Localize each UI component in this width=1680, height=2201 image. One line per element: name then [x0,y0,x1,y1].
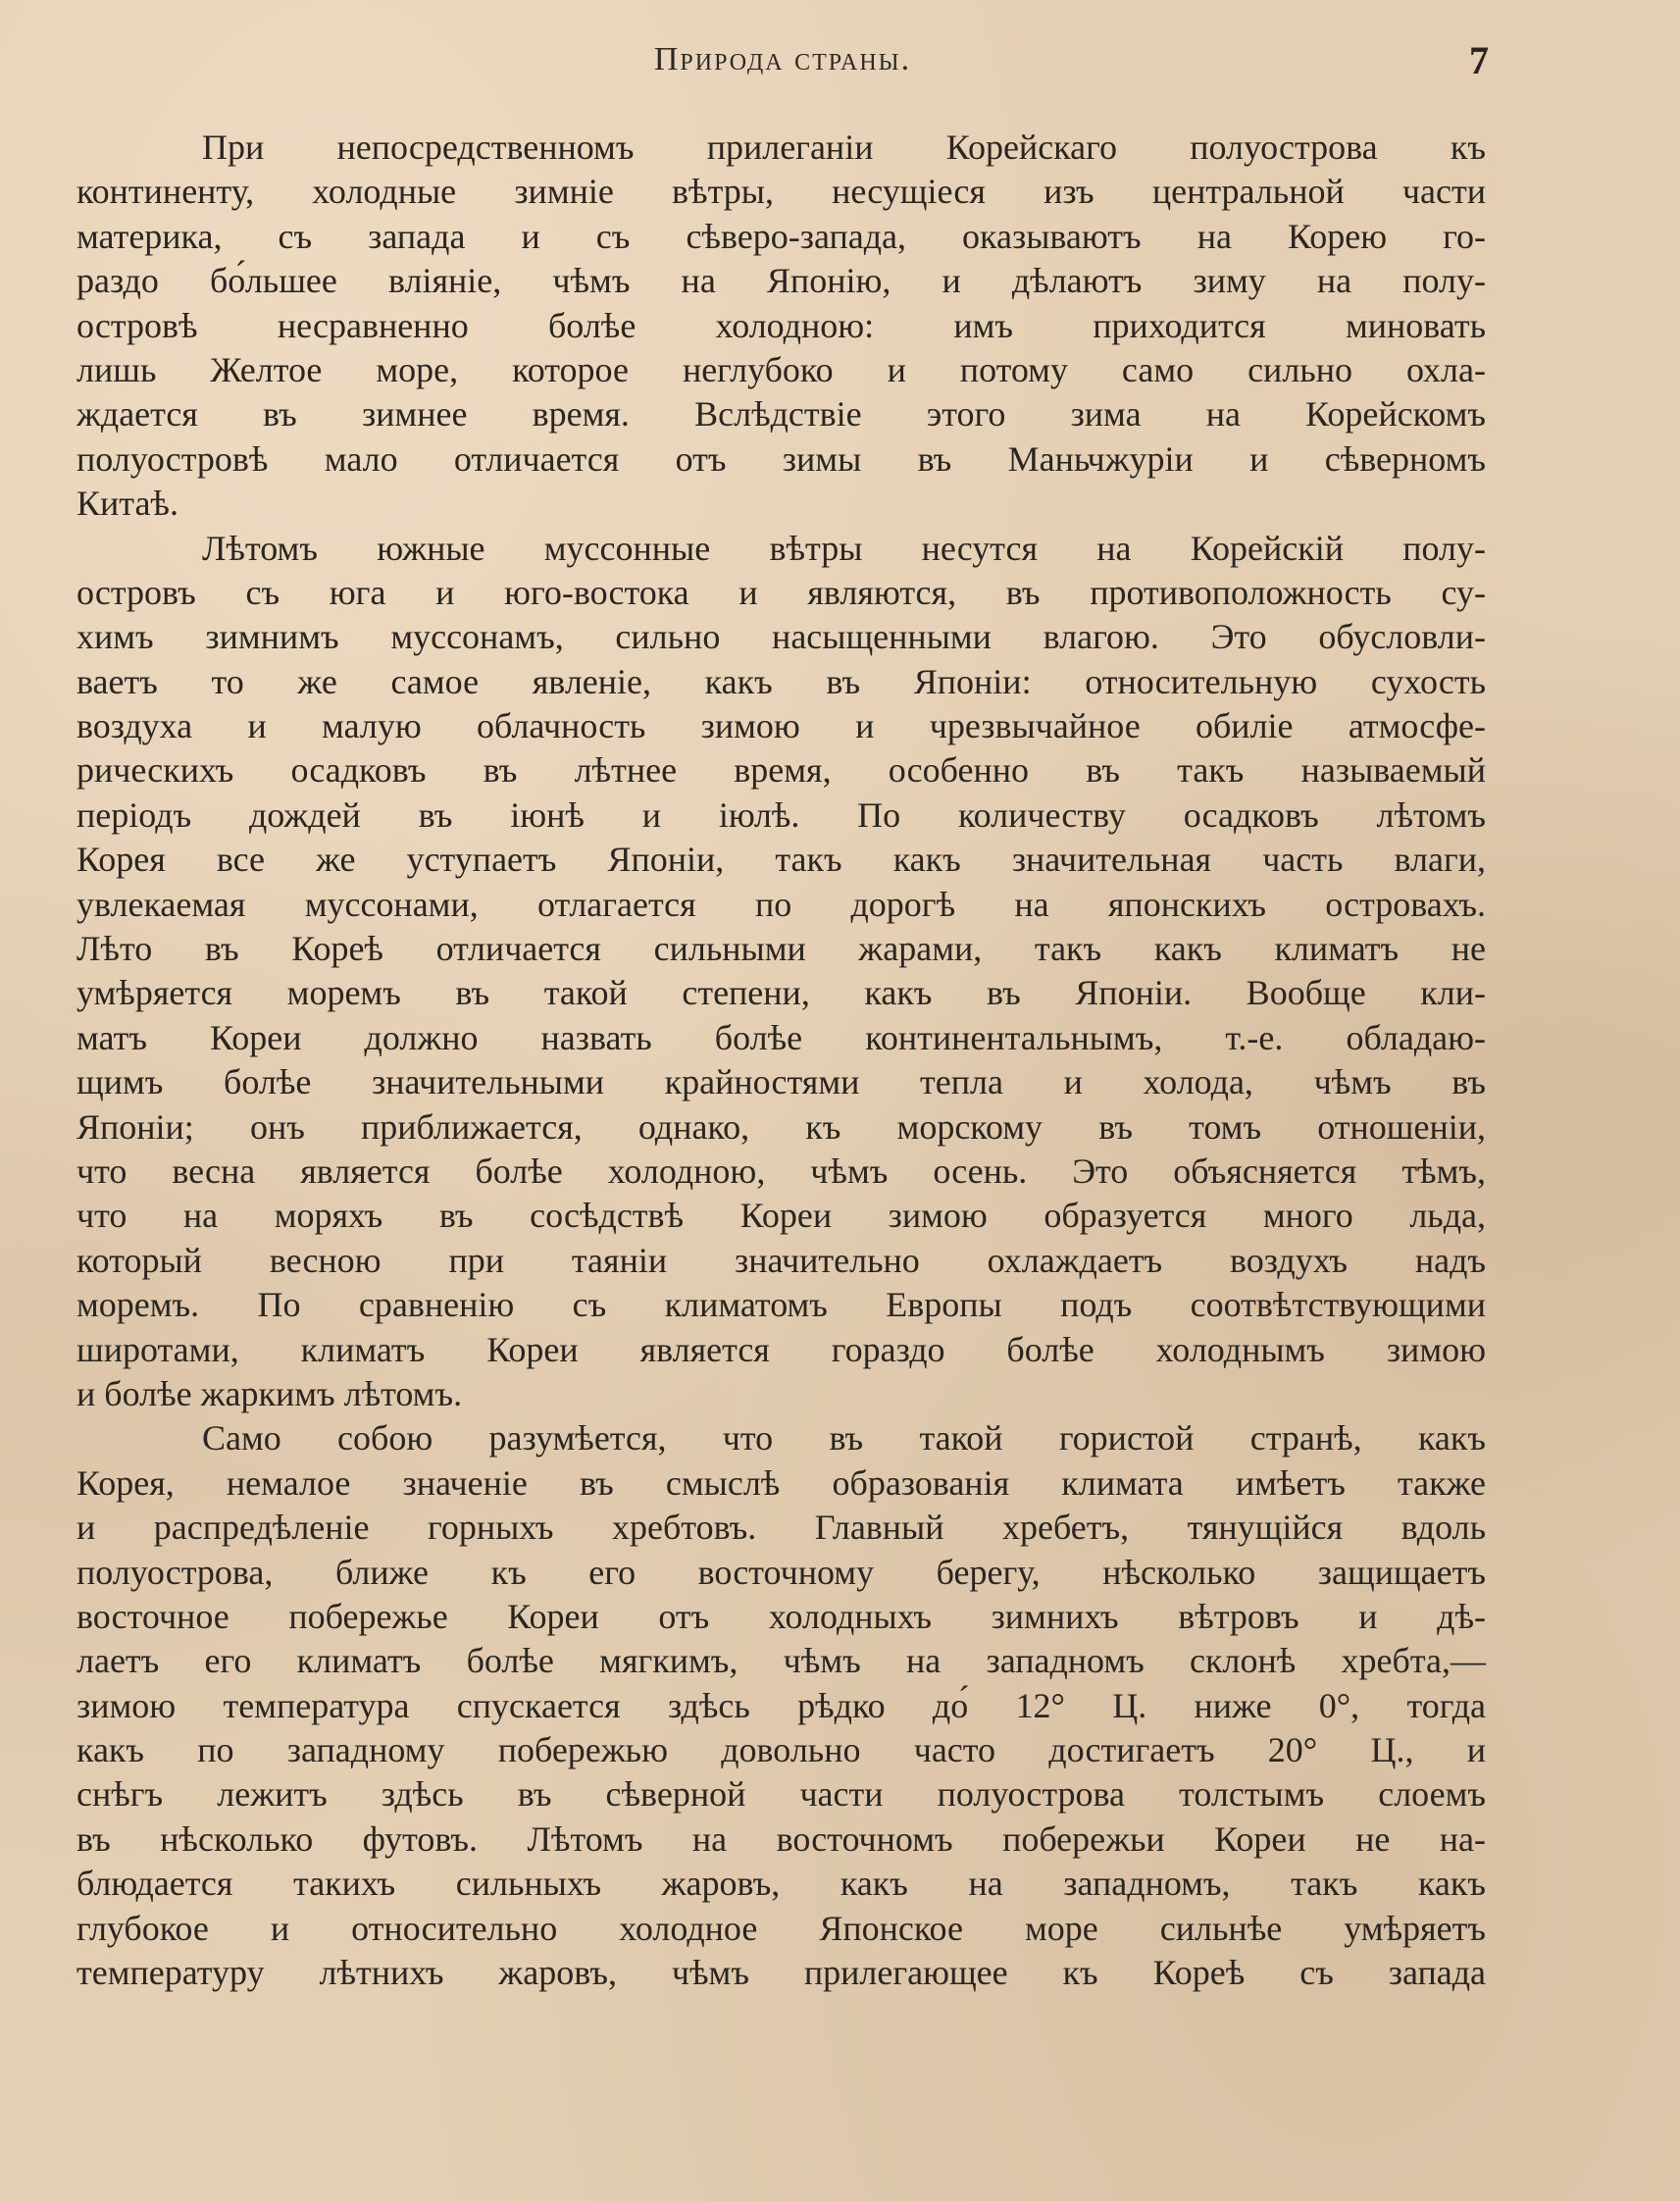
text-line: который весною при таяніи значительно охлаждаетъ воздухъ надъ [76,1240,1486,1280]
page-number: 7 [1469,38,1489,82]
text-line: что весна является болѣе холодною, чѣмъ осень. Это объясняется тѣмъ, [76,1151,1486,1191]
text-line: матъ Кореи должно назвать болѣе континентальнымъ, т.-е. обладаю- [76,1017,1486,1057]
text-line: континенту, холодные зимніе вѣтры, несущіеся изъ центральной части [76,172,1486,212]
text-line: Корея все же уступаетъ Японіи, такъ какъ значительная часть влаги, [76,840,1486,880]
text-line: островъ съ юга и юго-востока и являются, въ противоположность су- [76,572,1486,612]
text-line: и болѣе жаркимъ лѣтомъ. [76,1373,463,1413]
text-line: ваетъ то же самое явленіе, какъ въ Японіи: относительную сухость [76,661,1486,701]
text-line: Корея, немалое значеніе въ смыслѣ образованія климата имѣетъ также [76,1462,1486,1503]
running-title: Природа страны. [653,41,912,77]
text-line: температуру лѣтнихъ жаровъ, чѣмъ прилегающее къ Кореѣ съ запада [76,1953,1486,1993]
text-line: ждается въ зимнее время. Вслѣдствіе этого зима на Корейскомъ [76,394,1486,435]
text-line: полуострова, ближе къ его восточному берегу, нѣсколько защищаетъ [76,1552,1486,1592]
text-line: воздуха и малую облачность зимою и чрезвычайное обиліе атмосфе- [76,706,1486,746]
text-line: широтами, климатъ Кореи является гораздо болѣе холоднымъ зимою [76,1329,1486,1369]
text-line: Японіи; онъ приближается, однако, къ морскому въ томъ отношеніи, [76,1106,1486,1147]
text-line: что на моряхъ въ сосѣдствѣ Кореи зимою образуется много льда, [76,1196,1486,1236]
text-line: умѣряется моремъ въ такой степени, какъ въ Японіи. Вообще кли- [76,973,1486,1013]
text-line: Лѣтомъ южные муссонные вѣтры несутся на Корейскій полу- [202,528,1486,568]
text-line: рическихъ осадковъ въ лѣтнее время, особенно въ такъ называемый [76,750,1486,791]
text-line: химъ зимнимъ муссонамъ, сильно насыщенными влагою. Это обусловли- [76,617,1486,657]
text-line: Само собою разумѣется, что въ такой гористой странѣ, какъ [202,1418,1486,1459]
text-line: островѣ несравненно болѣе холодною: имъ приходится миновать [76,305,1486,345]
text-line: лишь Желтое море, которое неглубоко и потому само сильно охла- [76,349,1486,389]
text-line: снѣгъ лежитъ здѣсь въ сѣверной части полуострова толстымъ слоемъ [76,1774,1486,1815]
text-line: При непосредственномъ прилеганіи Корейскаго полуострова къ [202,128,1486,167]
body-text [76,126,1486,1995]
text-line: глубокое и относительно холодное Японское море сильнѣе умѣряетъ [76,1908,1486,1948]
page-header [76,38,1489,90]
text-line: щимъ болѣе значительными крайностями тепла и холода, чѣмъ въ [76,1062,1486,1102]
text-line: зимою температура спускается здѣсь рѣдко до́ 12° Ц. ниже 0°, тогда [76,1685,1486,1725]
text-line: раздо бо́льшее вліяніе, чѣмъ на Японію, и дѣлаютъ зиму на полу- [76,261,1486,301]
text-line: и распредѣленіе горныхъ хребтовъ. Главный хребетъ, тянущійся вдоль [76,1508,1486,1548]
text-line: материка, съ запада и съ сѣверо-запада, оказываютъ на Корею го- [76,216,1486,256]
text-line: Лѣто въ Кореѣ отличается сильными жарами, такъ какъ климатъ не [76,929,1486,969]
text-line: въ нѣсколько футовъ. Лѣтомъ на восточномъ побережьи Кореи не на- [76,1818,1486,1859]
text-line: восточное побережье Кореи отъ холодныхъ зимнихъ вѣтровъ и дѣ- [76,1596,1486,1636]
text-line: періодъ дождей въ іюнѣ и іюлѣ. По количеству осадковъ лѣтомъ [76,794,1486,835]
text-line: моремъ. По сравненію съ климатомъ Европы подъ соотвѣтствующими [76,1285,1486,1325]
text-line: блюдается такихъ сильныхъ жаровъ, какъ на западномъ, такъ какъ [76,1864,1486,1904]
text-line: какъ по западному побережью довольно часто достигаетъ 20° Ц., и [76,1730,1486,1770]
text-line: полуостровѣ мало отличается отъ зимы въ Маньчжуріи и сѣверномъ [76,438,1486,479]
text-line: лаетъ его климатъ болѣе мягкимъ, чѣмъ на западномъ склонѣ хребта,— [76,1641,1486,1681]
text-line: Китаѣ. [76,484,178,524]
text-line: увлекаемая муссонами, отлагается по дорогѣ на японскихъ островахъ. [76,884,1486,924]
